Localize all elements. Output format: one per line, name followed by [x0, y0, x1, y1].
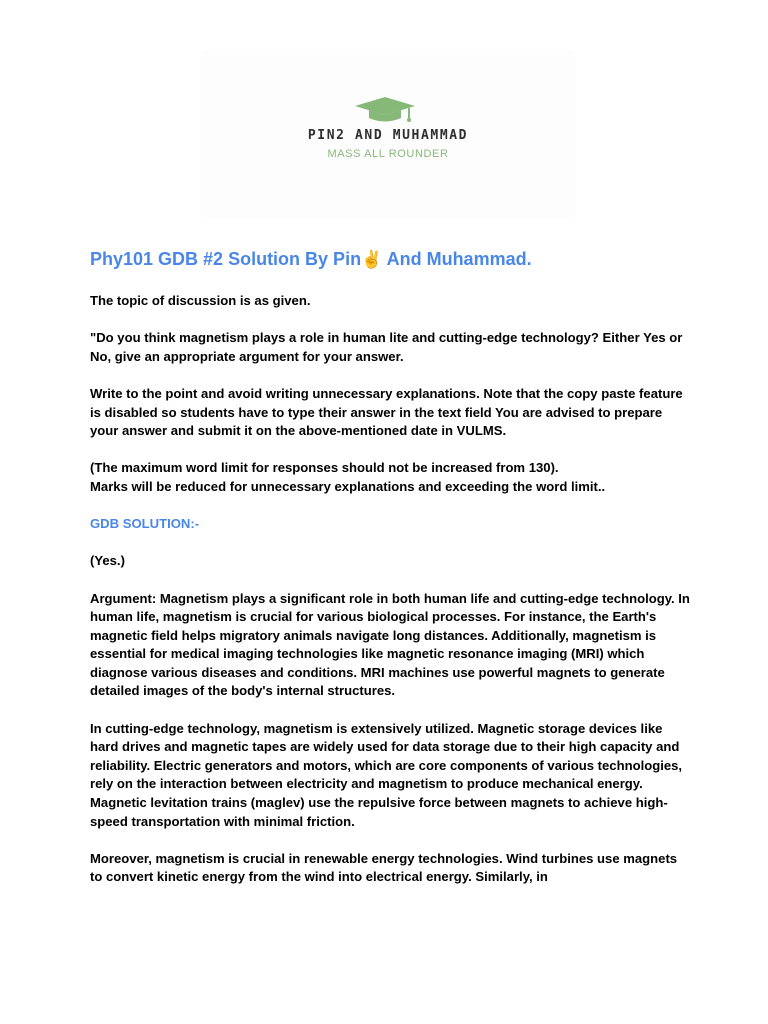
instructions-text: Write to the point and avoid writing unnecessary explanations. Note that the copy paste feature is disabled so students have to type their answer in the text field You are advised to prepare your answer and submit it on the above-mentioned date in VULMS. — [90, 385, 683, 439]
logo-subtitle: MASS ALL ROUNDER — [327, 148, 449, 160]
intro-text: The topic of discussion is as given. — [90, 293, 311, 308]
limits-note — [90, 459, 690, 496]
answer-text: (Yes.) — [90, 553, 125, 569]
renewable-paragraph: Moreover, magnetism is crucial in renewable energy technologies. Wind turbines use magnets to convert kinetic energy from the wind into electrical energy. Similarly, in — [90, 850, 678, 885]
document-body — [90, 292, 690, 906]
question-text: "Do you think magnetism plays a role in human lite and cutting-edge technology? Either Yes or No, give an appropriate argument for your answer. — [90, 330, 683, 364]
technology-paragraph: In cutting-edge technology, magnetism is extensively utilized. Magnetic storage devices like hard drives and magnetic tapes are widely used for data storage due to their high capacity and reliability. Electric generators and motors, which are core components of various technologies, rely on the interaction between electricity and magnetism to produce mechanical energy. Magnetic levitation trains (maglev) use the repulsive force between magnets to achieve high-speed transportation with minimal friction. — [90, 720, 683, 829]
word-limit-text: (The maximum word limit for responses should not be increased from 130). — [90, 460, 559, 476]
title-text-end: And Muhammad. — [382, 249, 532, 269]
argument-paragraph: Argument: Magnetism plays a significant role in both human life and cutting-edge technology. In human life, magnetism is crucial for various biological processes. For instance, the Earth's magnetic field helps migratory animals navigate long distances. Additionally, magnetism is essential for medical imaging technologies like magnetic resonance imaging (MRI) which diagnose various diseases and conditions. MRI machines use powerful magnets to generate detailed images of the body's internal structures. — [90, 590, 690, 699]
marks-note-text: Marks will be reduced for unnecessary explanations and exceeding the word limit.. — [90, 478, 606, 494]
graduation-cap-icon — [353, 95, 417, 125]
logo — [200, 50, 576, 218]
solution-heading: GDB SOLUTION:- — [90, 516, 200, 532]
victory-hand-icon: ✌ — [361, 250, 383, 269]
logo-title: PIN2 AND MUHAMMAD — [307, 128, 469, 143]
document-title — [90, 249, 532, 270]
title-text-start: Phy101 GDB #2 Solution By Pin — [90, 249, 362, 269]
